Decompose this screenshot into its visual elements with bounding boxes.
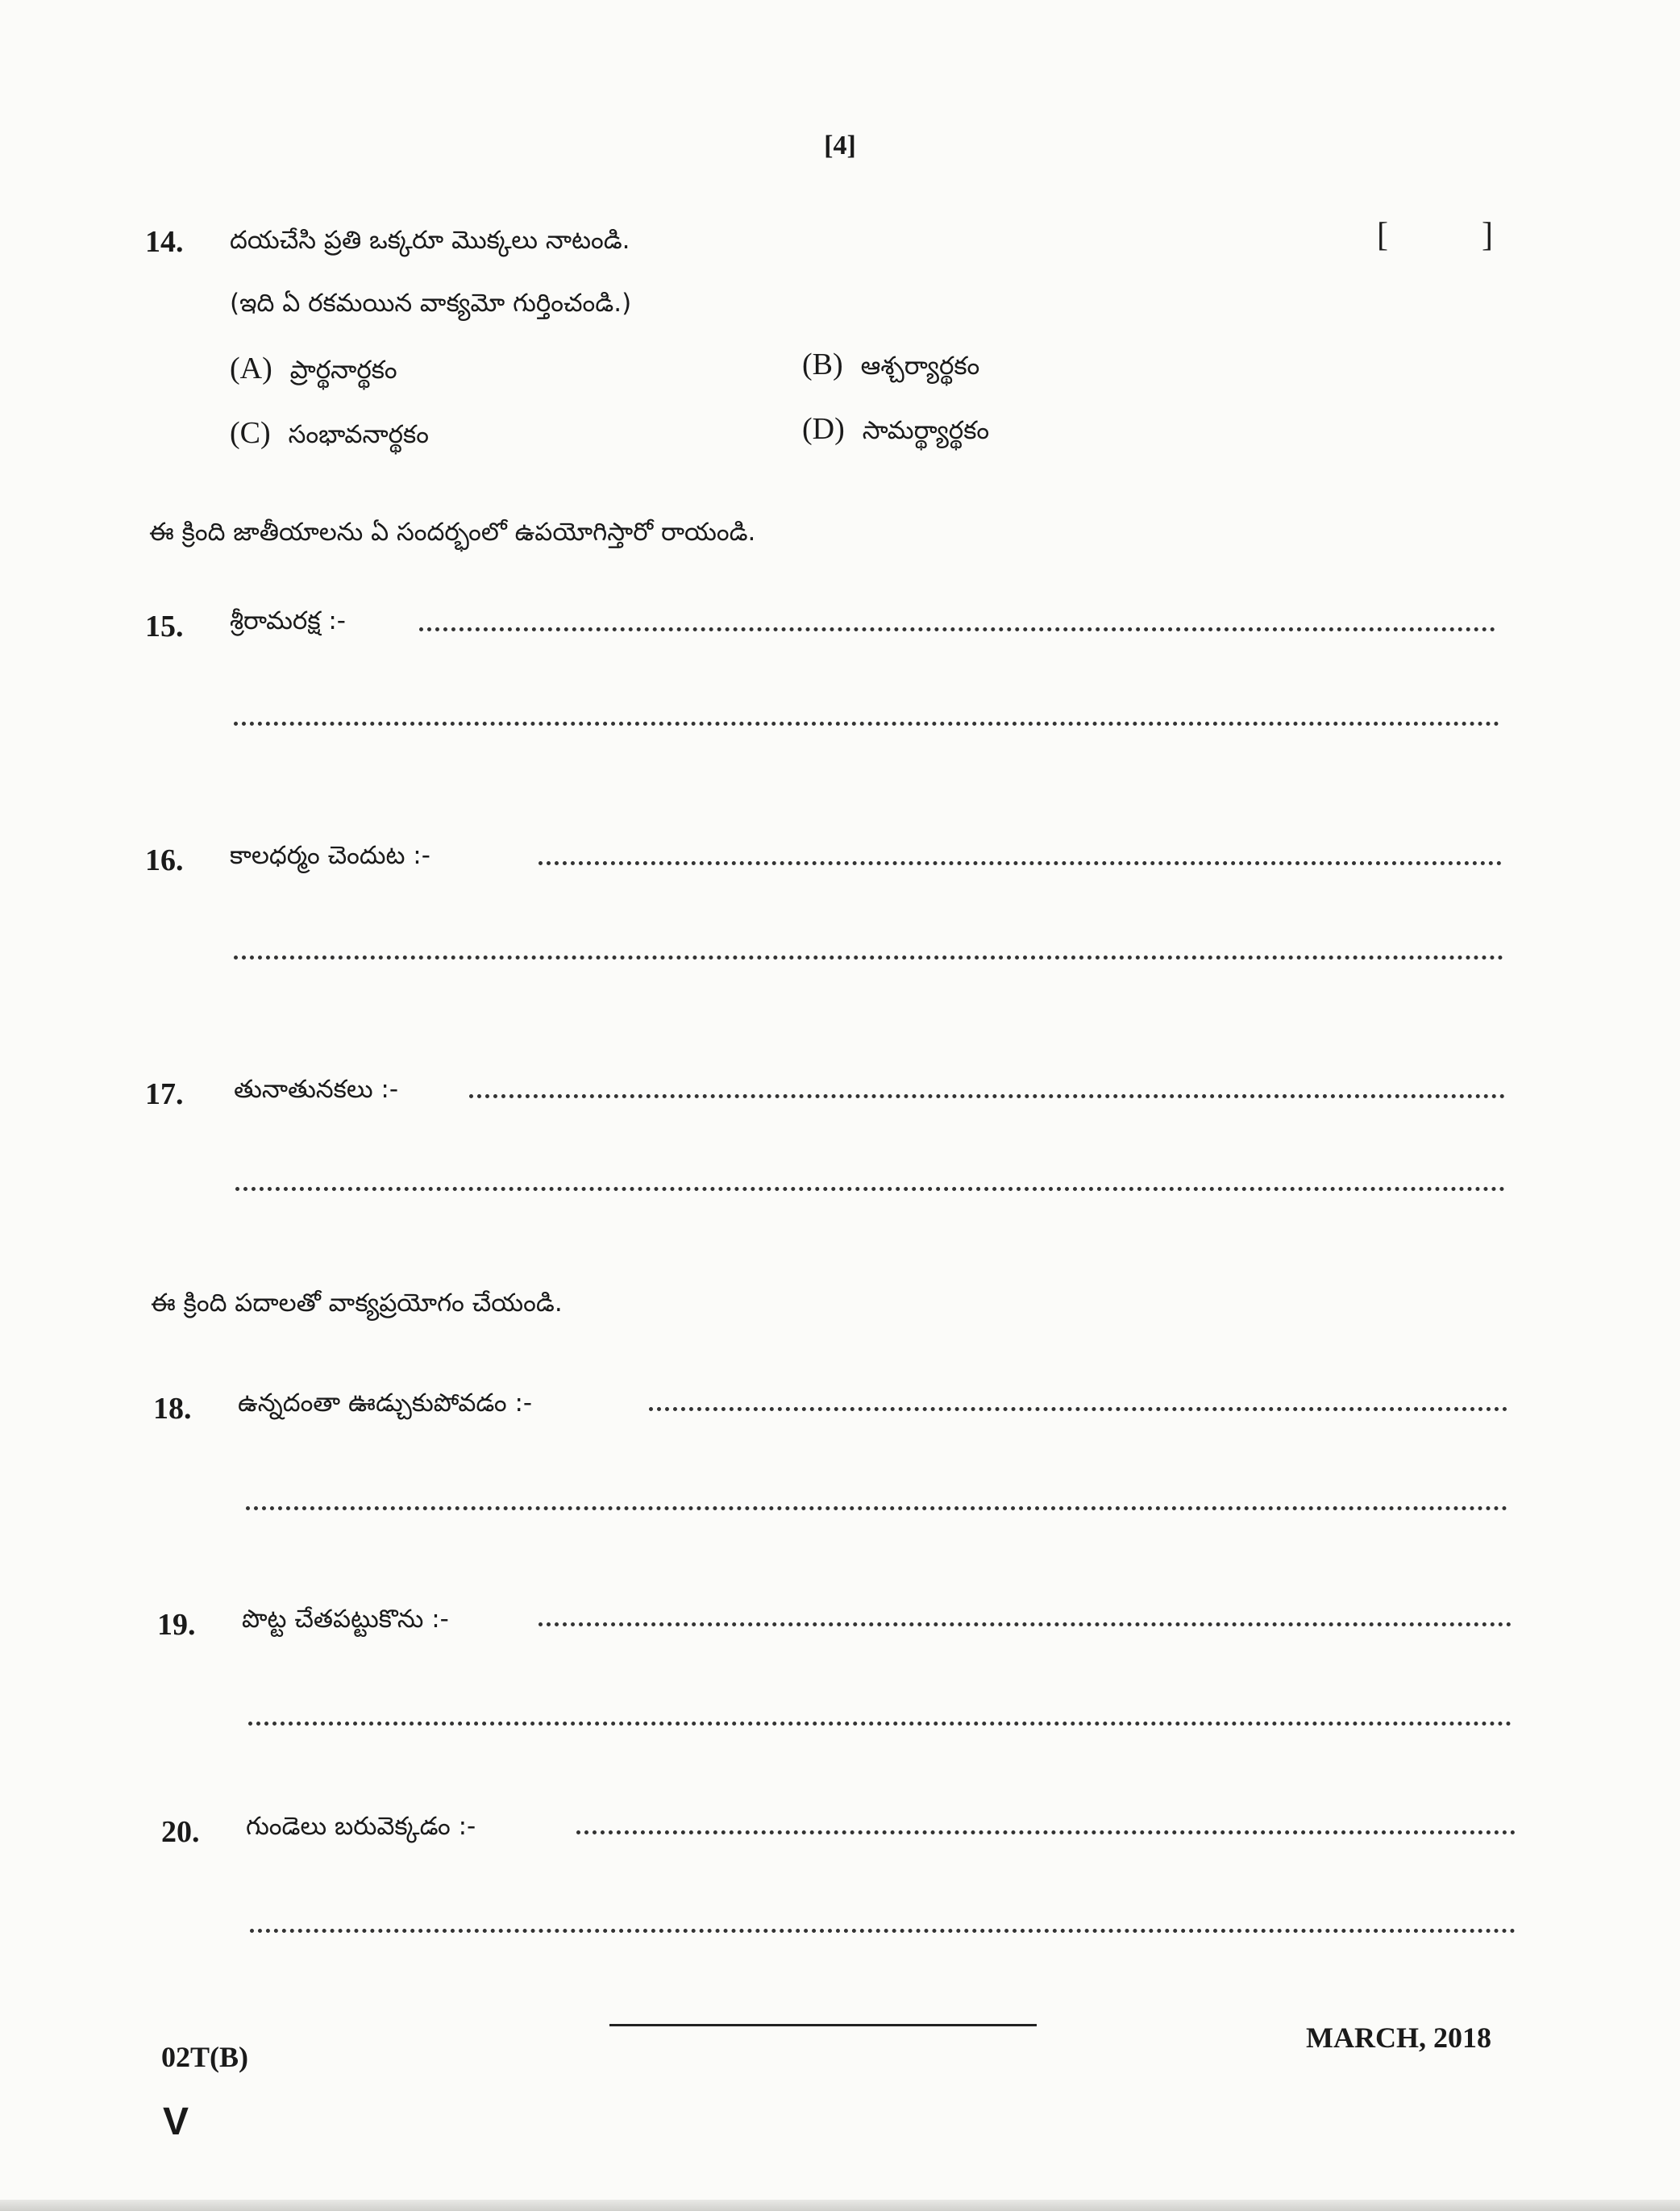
answer-line[interactable] (539, 861, 1502, 865)
option-d-letter: (D) (802, 412, 845, 446)
answer-line[interactable] (419, 627, 1495, 631)
option-c-text: సంభావనార్థకం (288, 420, 429, 449)
answer-line[interactable] (246, 1506, 1507, 1510)
question-20-label: గుండెలు బరువెక్కడం :- (246, 1812, 476, 1841)
question-16-row (230, 841, 440, 876)
question-18-row (238, 1389, 542, 1423)
option-b (802, 347, 979, 386)
answer-line[interactable] (234, 956, 1503, 960)
question-20-row (246, 1812, 485, 1847)
question-16-label: కాలధర్మం చెందుట :- (230, 841, 430, 870)
question-14-subtext: (ఇది ఏ రకమయిన వాక్యమో గుర్తించండి.) (230, 289, 632, 318)
question-14-text: దయచేసి ప్రతి ఒక్కరూ మొక్కలు నాటండి. (230, 226, 630, 255)
question-17-row (234, 1075, 408, 1110)
question-15-row (230, 606, 1499, 641)
option-a-letter: (A) (230, 352, 272, 385)
question-17-label: తునాతునకలు :- (234, 1075, 399, 1104)
question-19-label: పొట్ట చేతపట్టుకొను :- (242, 1605, 449, 1634)
answer-line[interactable] (234, 722, 1499, 726)
instruction-sentences: ఈ క్రింది పదాలతో వాక్యప్రయోగం చేయండి. (151, 1289, 563, 1318)
page-number: [4] (824, 131, 856, 160)
option-a (230, 351, 397, 390)
set-letter: V (163, 2101, 189, 2143)
question-15-label: శ్రీరామరక్ష :- (230, 606, 346, 635)
question-14-number: 14. (145, 225, 184, 259)
question-18-number: 18. (153, 1392, 192, 1426)
answer-line[interactable] (250, 1929, 1516, 1933)
answer-bracket-left: [ (1377, 217, 1388, 254)
question-15-number: 15. (145, 610, 184, 643)
answer-line[interactable] (576, 1830, 1516, 1834)
answer-line[interactable] (248, 1722, 1512, 1726)
option-b-letter: (B) (802, 348, 843, 381)
option-b-text: ఆశ్చర్యార్థకం (860, 352, 980, 381)
paper-code: 02T(B) (161, 2041, 248, 2073)
question-19-number: 19. (157, 1608, 196, 1642)
footer-rule (609, 2024, 1037, 2026)
answer-line[interactable] (539, 1622, 1512, 1626)
question-16-number: 16. (145, 843, 184, 877)
option-d-text: సామర్థ్యార్థకం (862, 416, 990, 445)
page-bottom-edge (0, 2200, 1680, 2211)
option-c (230, 415, 429, 455)
answer-line[interactable] (469, 1094, 1505, 1098)
question-17-number: 17. (145, 1077, 184, 1111)
answer-line[interactable] (235, 1187, 1505, 1191)
option-a-text: ప్రార్థనార్థకం (289, 356, 397, 385)
question-20-number: 20. (161, 1815, 200, 1849)
option-d (802, 411, 989, 451)
question-19-row (242, 1605, 459, 1639)
option-c-letter: (C) (230, 416, 271, 450)
instruction-idioms: ఈ క్రింది జాతీయాలను ఏ సందర్భంలో ఉపయోగిస్తారో రాయండి. (149, 518, 756, 547)
answer-line[interactable] (649, 1407, 1507, 1411)
question-18-label: ఉన్నదంతా ఊడ్చుకుపోవడం :- (238, 1389, 533, 1418)
answer-bracket-right: ] (1482, 217, 1493, 254)
exam-date: MARCH, 2018 (1306, 2022, 1491, 2054)
